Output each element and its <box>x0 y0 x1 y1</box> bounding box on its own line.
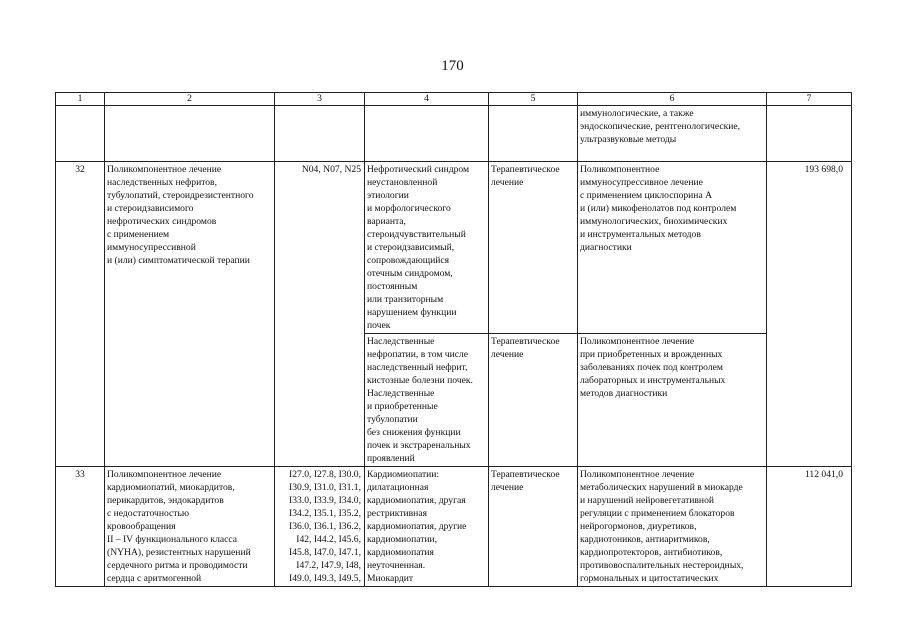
treatment-method-cell: иммунологические, а также эндоскопические, рентгенологические, ультразвуковые методы <box>578 106 767 162</box>
treatment-type-cell: Терапевтическое лечение <box>489 162 578 334</box>
column-number: 4 <box>365 93 489 106</box>
price-cell: 112 041,0 <box>767 467 852 587</box>
icd-codes-cell: I27.0, I27.8, I30.0, I30.9, I31.0, I31.1, I33.0, I33.9, I34.0, I34.2, I35.1, I35.2, I36.0, I36.1, I36.2, I42, I44.2, I45.6, I45.8, I47.0, I47.1, I47.2, I47.9, I48, I49.0, I49.3, I49.5, <box>275 467 365 587</box>
empty-cell <box>105 106 275 162</box>
column-number: 3 <box>275 93 365 106</box>
patient-model-cell: Нефротический синдром неустановленной этиологии и морфологического варианта, стероидчувствительный и стероидзависимый, сопровождающийся отечным синдромом, постоянным или транзиторным нарушением функции почек <box>365 162 489 334</box>
icd-codes-cell: N04, N07, N25 <box>275 162 365 467</box>
column-number: 2 <box>105 93 275 106</box>
care-type-cell: Поликомпонентное лечение кардиомиопатий, миокардитов, перикардитов, эндокардитов с недостаточностью кровообращения II – IV функционального класса (NYHA), резистентных нарушений сердечного ритма и проводимости сердца с аритмогенной <box>105 467 275 587</box>
treatment-type-cell: Терапевтическое лечение <box>489 467 578 587</box>
medical-care-table <box>55 92 852 587</box>
table-row-32a <box>56 162 852 334</box>
continuation-row <box>56 106 852 162</box>
treatment-method-cell: Поликомпонентное иммуносупрессивное лечение с применением циклоспорина А и (или) микофенолатов под контролем иммунологических, биохимических и инструментальных методов диагностики <box>578 162 767 334</box>
table-row-33 <box>56 467 852 587</box>
empty-cell <box>365 106 489 162</box>
column-number-row <box>56 93 852 106</box>
treatment-method-cell: Поликомпонентное лечение метаболических нарушений в миокарде и нарушений нейровегетативной регуляции с применением блокаторов нейрогормонов, диуретиков, кардиотоников, антиаритмиков, кардиопротекторов, антибиотиков, противовоспалительных нестероидных, гормональных и цитостатических <box>578 467 767 587</box>
patient-model-cell: Кардиомиопатии: дилатационная кардиомиопатия, другая рестриктивная кардиомиопатия, другие кардиомиопатии, кардиомиопатия неуточненная. Миокардит <box>365 467 489 587</box>
column-number: 5 <box>489 93 578 106</box>
price-cell: 193 698,0 <box>767 162 852 467</box>
empty-cell <box>489 106 578 162</box>
column-number: 1 <box>56 93 105 106</box>
column-number: 7 <box>767 93 852 106</box>
empty-cell <box>56 106 105 162</box>
treatment-type-cell: Терапевтическое лечение <box>489 334 578 467</box>
row-number-cell: 32 <box>56 162 105 467</box>
empty-cell <box>275 106 365 162</box>
empty-cell <box>767 106 852 162</box>
patient-model-cell: Наследственные нефропатии, в том числе наследственный нефрит, кистозные болезни почек. Наследственные и приобретенные тубулопатии без снижения функции почек и экстраренальных проявлений <box>365 334 489 467</box>
care-type-cell: Поликомпонентное лечение наследственных нефритов, тубулопатий, стероидрезистентного и стероидзависимого нефротических синдромов с применением иммуносупрессивной и (или) симптоматической терапии <box>105 162 275 467</box>
treatment-method-cell: Поликомпонентное лечение при приобретенных и врожденных заболеваниях почек под контролем лабораторных и инструментальных методов диагностики <box>578 334 767 467</box>
column-number: 6 <box>578 93 767 106</box>
page-number: 170 <box>441 58 464 74</box>
row-number-cell: 33 <box>56 467 105 587</box>
